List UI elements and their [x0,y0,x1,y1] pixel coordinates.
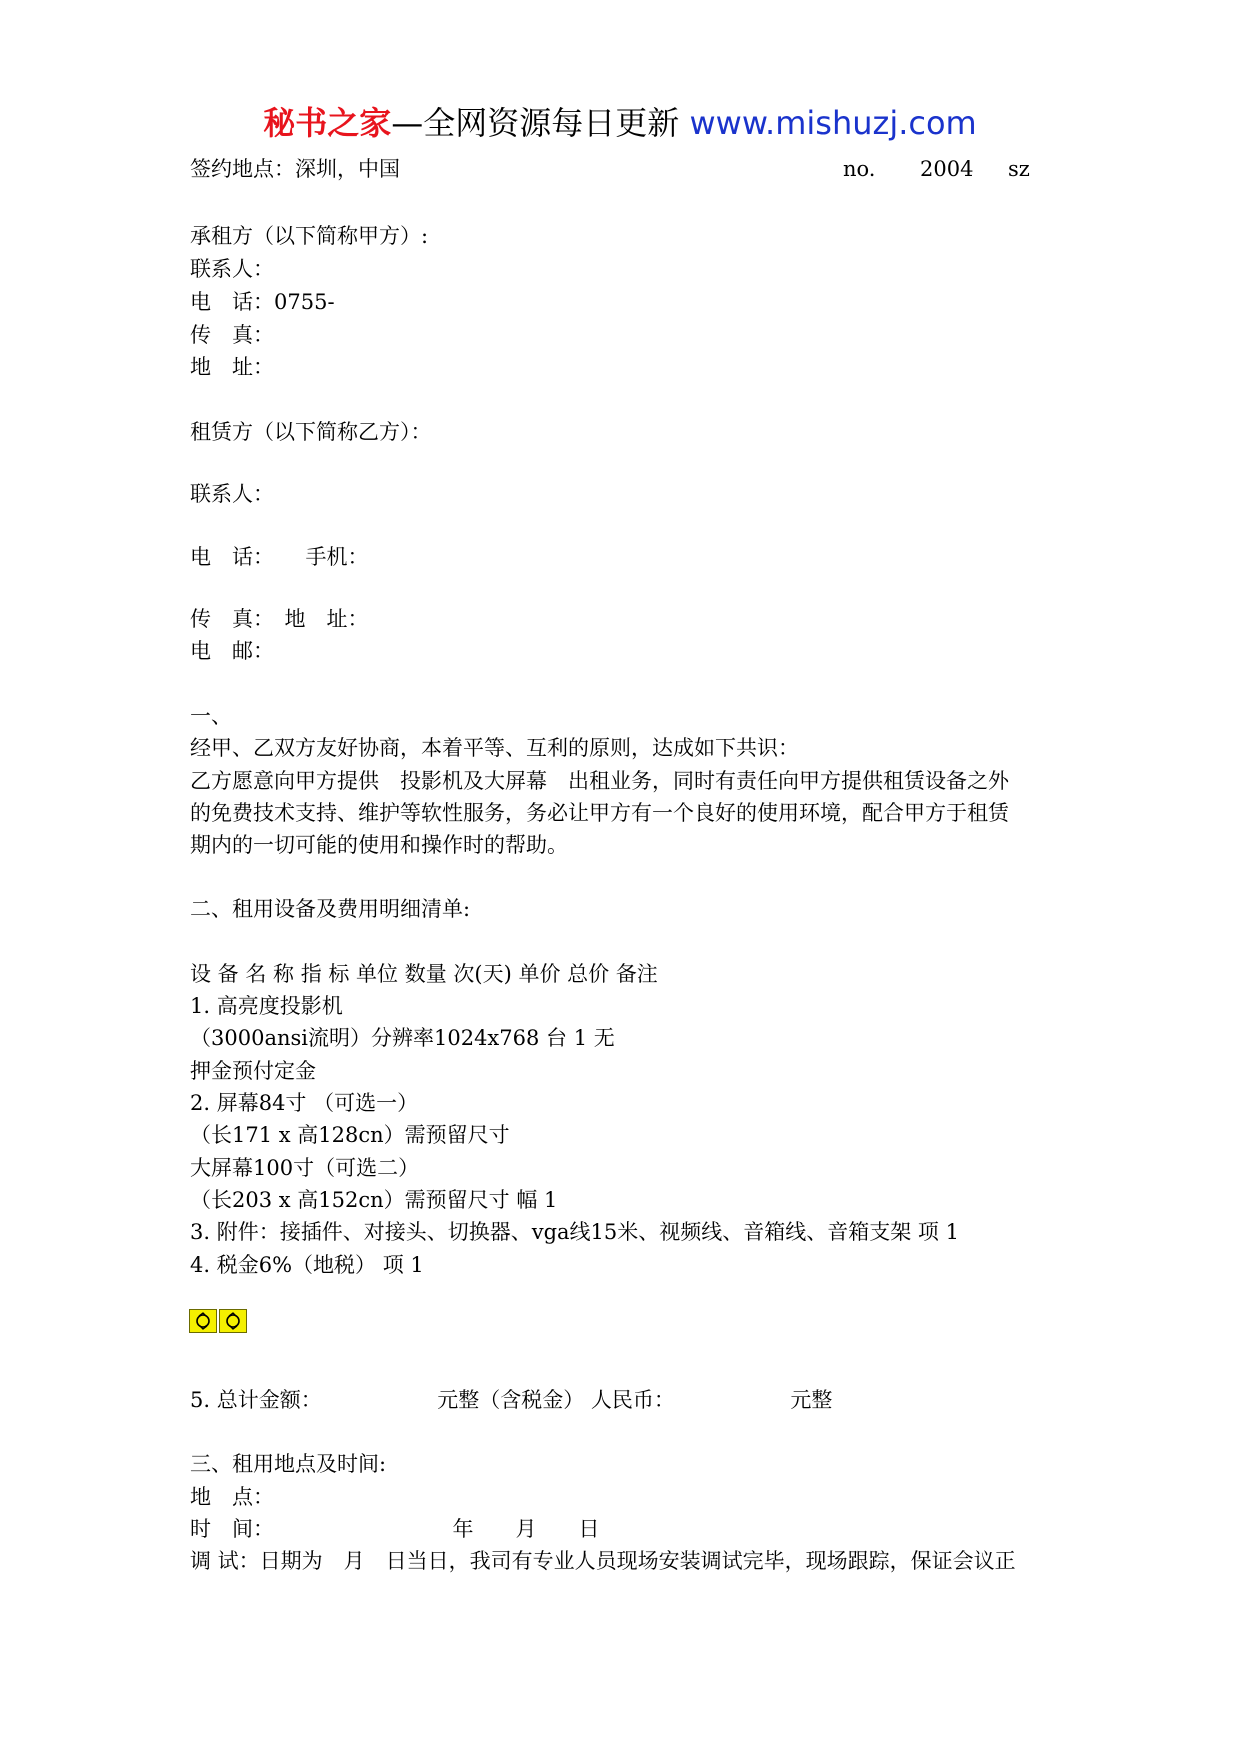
brand-name: 秘书之家 [263,104,392,142]
equipment-line: 押金预付定金 [190,1059,316,1083]
contract-no-label: no. [843,157,876,181]
debug-schedule: 调 试：日期为 月 日当日，我司有专业人员现场安装调试完毕，现场跟踪，保证会议正 [190,1549,1016,1573]
equipment-line: （长203 x 高152cn）需预留尺寸 幅 1 [190,1188,558,1212]
banner-slogan: —全网资源每日更新 [391,104,680,142]
equipment-table-header: 设 备 名 称 指 标 单位 数量 次(天) 单价 总价 备注 [190,962,658,986]
contract-no-year: 2004 [920,157,974,181]
embedded-object-icon[interactable] [219,1309,247,1333]
party-a-address: 地 址： [190,355,274,379]
equipment-line: 1. 高亮度投影机 [190,994,343,1018]
equipment-line: （长171 x 高128cn）需预留尺寸 [190,1123,510,1147]
sign-place: 签约地点：深圳，中国 [190,157,400,181]
contract-no-suffix: sz [1008,157,1030,181]
party-b-title: 租赁方（以下简称乙方）： [190,420,432,444]
section-1-paragraph-2-line-3: 期内的一切可能的使用和操作时的帮助。 [190,833,568,857]
site-banner [0,100,1240,146]
equipment-line: 大屏幕100寸（可选二） [190,1156,420,1180]
party-a-contact: 联系人： [190,257,274,281]
party-a-phone: 电 话：0755- [190,290,335,314]
equipment-line: 3. 附件：接插件、对接头、切换器、vga线15米、视频线、音箱线、音箱支架 项 1 [190,1220,959,1244]
party-b-phone: 电 话： 手机： [190,545,369,569]
rental-place: 地 点： [190,1485,274,1509]
rental-time: 时 间： 年 月 日 [190,1517,600,1541]
equipment-line: 4. 税金6%（地税） 项 1 [190,1253,424,1277]
section-2-heading: 二、租用设备及费用明细清单: [190,897,471,921]
party-a-title: 承租方（以下简称甲方）: [190,224,429,248]
equipment-line: （3000ansi流明）分辨率1024x768 台 1 无 [190,1026,615,1050]
section-3-heading: 三、租用地点及时间: [190,1452,387,1476]
equipment-line: 2. 屏幕84寸 （可选一） [190,1091,419,1115]
banner-url[interactable]: www.mishuzj.com [689,104,977,142]
party-b-fax-address: 传 真： 地 址： [190,607,369,631]
section-1-heading: 一、 [190,704,232,728]
total-amount-line: 5. 总计金额： 元整（含税金） 人民币： 元整 [190,1388,833,1412]
section-1-paragraph-2-line-2: 的免费技术支持、维护等软性服务，务必让甲方有一个良好的使用环境，配合甲方于租赁 [190,801,1009,825]
section-1-paragraph-2-line-1: 乙方愿意向甲方提供 投影机及大屏幕 出租业务，同时有责任向甲方提供租赁设备之外 [190,769,1009,793]
party-b-email: 电 邮： [190,639,274,663]
party-a-fax: 传 真： [190,323,274,347]
embedded-object-icon[interactable] [189,1309,217,1333]
party-b-contact: 联系人： [190,482,274,506]
section-1-paragraph-1: 经甲、乙双方友好协商，本着平等、互利的原则，达成如下共识： [190,736,799,760]
embedded-object-icons [189,1309,247,1333]
